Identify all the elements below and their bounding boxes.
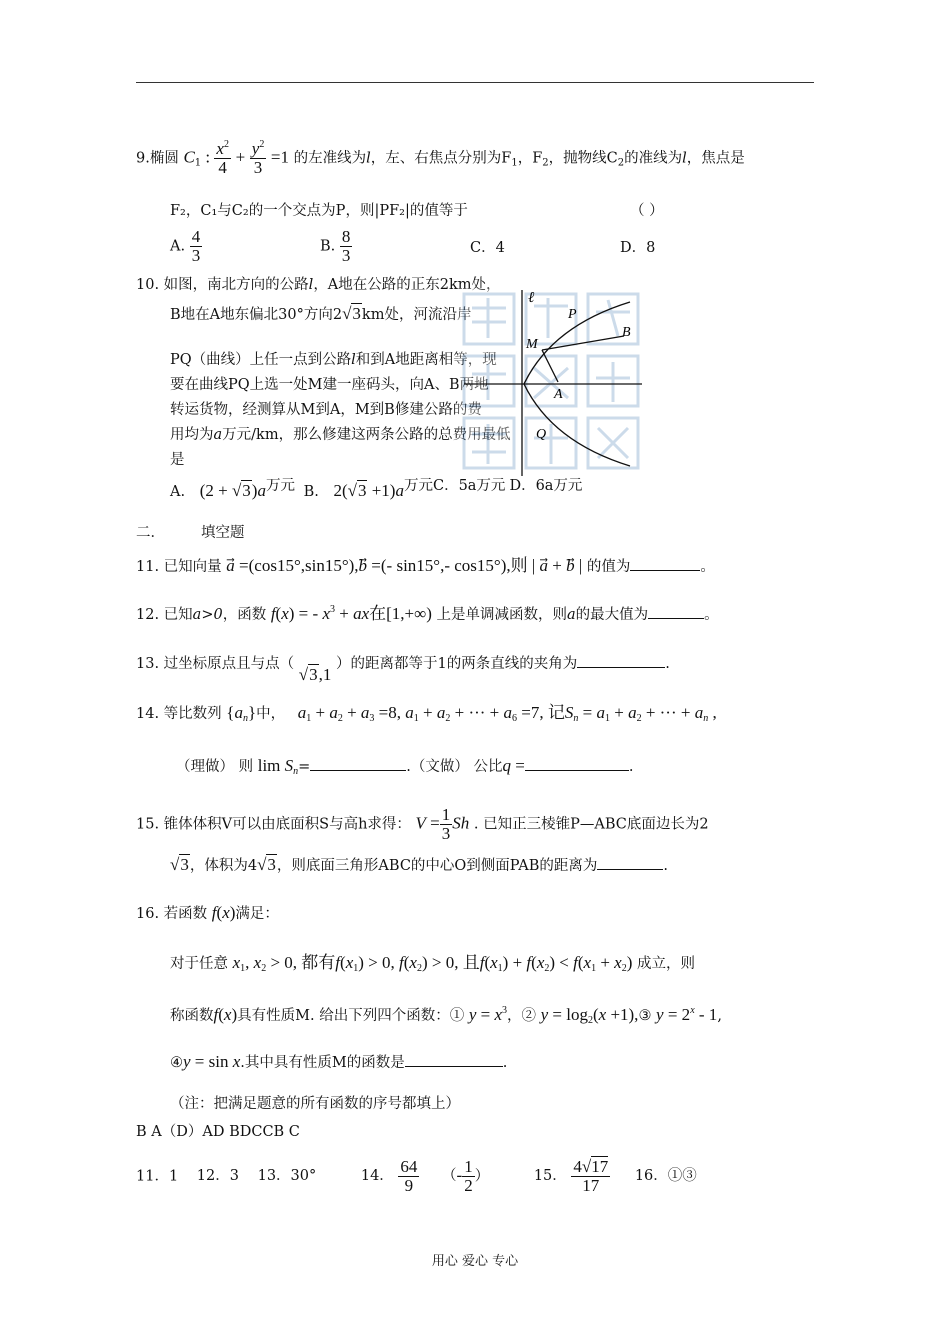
label-q: Q xyxy=(536,427,547,442)
question-10-options: A. (2 + √3)a万元 B. 2(√3 +1)a万元C．5a万元 D．6a万元 xyxy=(170,478,583,500)
question-14-line2: （理做） 则 $\lim S_n=$ .（文做） 公比q = . xyxy=(176,756,634,777)
question-10-line3: PQ（曲线）上任一点到公路l和到A地距离相等，现 xyxy=(170,352,497,368)
label-p: P xyxy=(568,307,577,322)
page-footer: 用心 爱心 专心 xyxy=(431,1254,519,1269)
question-10-line5: 转运货物，经测算从M到A，M到B修建公路的费 xyxy=(170,402,482,418)
question-14-line1: 14. 等比数列 $\{a_n\}$中， $a_1 + a_2 + a_3 =8$, $a_1 + a_2$ + ··· + $a_6 =7$, 记$S_n = a_1 + a_2$ + ··· + $a_n$ , xyxy=(136,703,717,724)
question-16-note: （注：把满足题意的所有函数的序号都填上） xyxy=(170,1096,460,1112)
question-9-option-d: D．8 xyxy=(620,240,656,256)
top-rule xyxy=(136,82,814,83)
section-2-heading: 二． 填空题 xyxy=(136,525,245,541)
question-9-option-a: A. $\frac{4}{3}$ xyxy=(170,227,201,265)
question-10-line4: 要在曲线PQ上选一处M建一座码头，向A、B两地 xyxy=(170,377,489,393)
question-10-line7: 是 xyxy=(170,452,185,468)
question-10-line2: B地在A地东偏北30°方向2√3km处，河流沿岸 xyxy=(170,304,472,323)
question-9-line2: F₂，C₁与C₂的一个交点为P，则|PF₂|的值等于 xyxy=(170,203,468,219)
label-m: M xyxy=(526,337,538,352)
question-9-option-b: B. $\frac{8}{3}$ xyxy=(320,227,351,265)
answers-multiple-choice: B A（D）AD BDCCB C xyxy=(136,1124,300,1140)
label-l: ℓ xyxy=(528,290,535,306)
question-9-line1: 9.椭圆 $C_1$ : $\frac{x^2}{4}$ + $\frac{y^2}{3}$ =1 的左准线为l，左、右焦点分别为$F_1$，$F_2$，抛物线$C_2$的准线为l，焦点是 xyxy=(136,139,745,177)
question-15-line1: 15. 锥体体积V可以由底面积S与高h求得： V = $\frac{1}{3}$ Sh . 已知正三棱锥P—ABC底面边长为2 xyxy=(136,805,709,843)
parabola-figure xyxy=(462,286,652,476)
question-11: 11. 已知向量 a⃗ =(cos15°,sin15°),b⃗ =(- sin15°,- cos15°),则 | a⃗ + b⃗ | 的值为 。 xyxy=(136,556,715,575)
question-9-paren: （ ） xyxy=(630,203,664,219)
question-15-line2: √3，体积为4√3，则底面三角形ABC的中心O到侧面PAB的距离为 . xyxy=(170,855,668,874)
question-16-line4: ④y = sin x.其中具有性质M的函数是 . xyxy=(170,1052,508,1071)
segment-ma xyxy=(542,350,558,382)
question-10-line6: 用均为a万元/km，那么修建这两条公路的总费用最低 xyxy=(170,427,511,443)
label-a: A xyxy=(554,387,563,402)
question-12: 12. 已知a>0，函数 f(x) = - $x^3$ + ax在[1,+∞) 上是单调减函数，则a的最大值为 。 xyxy=(136,604,719,623)
question-13: 13. 过坐标原点且与点（ √3,1 ）的距离都等于1的两条直线的夹角为 . xyxy=(136,653,670,673)
question-16-line1: 16. 若函数 f(x)满足： xyxy=(136,903,279,922)
answers-fill-in: 11．1 12．3 13．30° 14． $\frac{64}{9}$ （- $\frac{1}{2}$ ） 15． $\frac{4√17}{17}$ 16．①③ xyxy=(136,1157,697,1195)
question-9-option-c: C．4 xyxy=(470,240,505,256)
question-16-line3: 称函数f(x)具有性质M. 给出下列四个函数：① $y = x^3$，② $y = \log_2(x$ +1),③ $y = 2^x - 1$, xyxy=(170,1005,722,1026)
question-10-line1: 10. 如图，南北方向的公路l，A地在公路的正东2km处， xyxy=(136,277,501,293)
question-16-line2: 对于任意 $x_1$, $x_2 > 0$, 都有$f(x_1) > 0$, $f(x_2) > 0$, 且$f(x_1) + f(x_2) < f(x_1 + x_2)$ 成立，则 xyxy=(170,953,695,974)
label-b: B xyxy=(622,325,631,340)
